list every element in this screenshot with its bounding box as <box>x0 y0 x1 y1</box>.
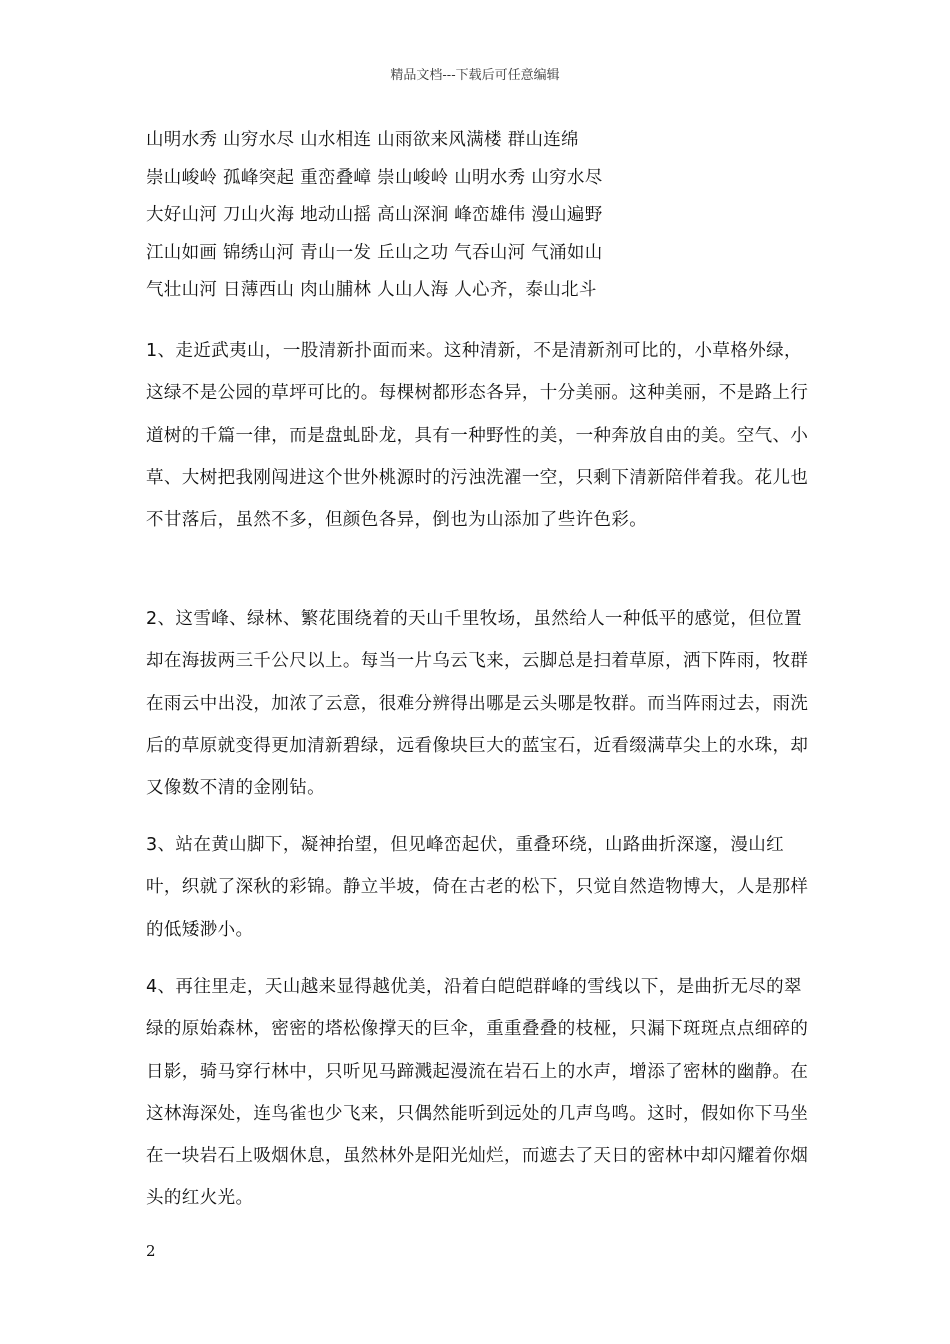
paragraph-3: 3、站在黄山脚下，凝神抬望，但见峰峦起伏，重叠环绕，山路曲折深邃，漫山红叶，织就了深秋的彩锦。静立半坡，倚在古老的松下，只觉自然造物博大，人是那样的低矮渺小。 <box>146 835 809 940</box>
idiom-line: 山明水秀 山穷水尽 山水相连 山雨欲来风满楼 群山连绵 <box>146 130 579 150</box>
page-header: 精品文档---下载后可任意编辑 <box>390 68 560 83</box>
idiom-line: 崇山峻岭 孤峰突起 重峦叠嶂 崇山峻岭 山明水秀 山穷水尽 <box>146 167 603 188</box>
idiom-line: 大好山河 刀山火海 地动山摇 高山深涧 峰峦雄伟 漫山遍野 <box>146 205 603 226</box>
paragraph-1: 1、走近武夷山，一股清新扑面而来。这种清新，不是清新剂可比的，小草格外绿，这绿不是公园的草坪可比的。每棵树都形态各异，十分美丽。这种美丽，不是路上行道树的千篇一律，而是盘虬卧龙，具有一种野性的美，一种奔放自由的美。空气、小草、大树把我刚闯进这个世外桃源时的污浊洗濯一空，只剩下清新陪伴着我。花儿也不甘落后，虽然不多，但颜色各异，倒也为山添加了些许色彩。 <box>146 341 809 531</box>
paragraph-2: 2、这雪峰、绿林、繁花围绕着的天山千里牧场，虽然给人一种低平的感觉，但位置却在海拔两三千公尺以上。每当一片乌云飞来，云脚总是扫着草原，洒下阵雨，牧群在雨云中出没，加浓了云意，很难分辨得出哪是云头哪是牧群。而当阵雨过去，雨洗后的草原就变得更加清新碧绿，远看像块巨大的蓝宝石，近看缀满草尖上的水珠，却又像数不清的金刚钻。 <box>146 609 809 799</box>
idiom-list <box>146 122 816 310</box>
paragraph-4: 4、再往里走，天山越来显得越优美，沿着白皑皑群峰的雪线以下，是曲折无尽的翠绿的原始森林，密密的塔松像撑天的巨伞，重重叠叠的枝桠，只漏下斑斑点点细碎的日影，骑马穿行林中，只听见马蹄溅起漫流在岩石上的水声，增添了密林的幽静。在这林海深处，连鸟雀也少飞来，只偶然能听到远处的几声鸟鸣。这时，假如你下马坐在一块岩石上吸烟休息，虽然林外是阳光灿烂，而遮去了天日的密林中却闪耀着你烟头的红火光。 <box>146 977 809 1209</box>
idiom-line: 江山如画 锦绣山河 青山一发 丘山之功 气吞山河 气涌如山 <box>146 242 603 263</box>
page-number: 2 <box>146 1242 156 1260</box>
idiom-line: 气壮山河 日薄西山 肉山脯林 人山人海 人心齐，泰山北斗 <box>146 280 597 301</box>
